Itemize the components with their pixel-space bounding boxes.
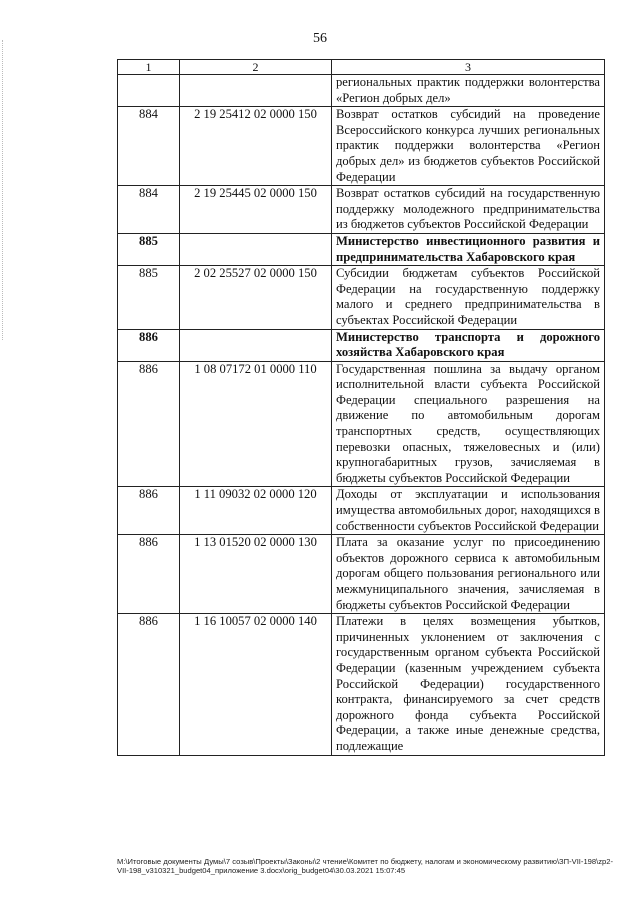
revenue-code-cell (180, 75, 332, 107)
revenue-name-cell: региональных практик поддержки волонтерства «Регион добрых дел» (332, 75, 605, 107)
admin-code-cell: 886 (118, 361, 180, 487)
table-row-section-heading (118, 329, 605, 361)
admin-code-cell: 884 (118, 186, 180, 234)
header-col-2: 2 (180, 60, 332, 75)
table-row (118, 266, 605, 329)
admin-code-cell: 886 (118, 487, 180, 535)
binding-margin-line (2, 40, 3, 340)
revenue-code-cell: 2 19 25445 02 0000 150 (180, 186, 332, 234)
revenue-name-cell: Министерство инвестиционного развития и предпринимательства Хабаровского края (332, 233, 605, 265)
table-row (118, 614, 605, 755)
revenue-code-cell: 1 08 07172 01 0000 110 (180, 361, 332, 487)
revenue-codes-table (117, 59, 605, 756)
admin-code-cell: 886 (118, 329, 180, 361)
revenue-name-cell: Государственная пошлина за выдачу органом исполнительной власти субъекта Российской Федерации специального разрешения на движение по автомобильным дорогам транспортных средств, осуществляющих перевозки опасных, тяжеловесных и (или) крупногабаритных грузов, зачисляемая в бюджеты субъектов Российской Федерации (332, 361, 605, 487)
table-row (118, 107, 605, 186)
file-path-footer: M:\Итоговые документы Думы\7 созыв\Проекты\Законы\2 чтение\Комитет по бюджету, налогам и экономическому развитию\ЗП-VII-198\zp2-VII-198_v310321_budget04_приложение 3.docx\orig_budget04\30.03.2021 15:07:45 (117, 857, 613, 875)
table-row (118, 75, 605, 107)
admin-code-cell: 884 (118, 107, 180, 186)
admin-code-cell: 885 (118, 266, 180, 329)
revenue-code-cell: 1 13 01520 02 0000 130 (180, 535, 332, 614)
table-row (118, 361, 605, 487)
revenue-name-cell: Министерство транспорта и дорожного хозяйства Хабаровского края (332, 329, 605, 361)
admin-code-cell: 885 (118, 233, 180, 265)
revenue-name-cell: Доходы от эксплуатации и использования имущества автомобильных дорог, находящихся в собственности субъектов Российской Федерации (332, 487, 605, 535)
revenue-name-cell: Платежи в целях возмещения убытков, причиненных уклонением от заключения с государственным органом субъекта Российской Федерации (казенным учреждением субъекта Российской Федерации) государственного контракта, финансируемого за счет средств дорожного фонда субъекта Российской Федерации, а также иные денежные средства, подлежащие (332, 614, 605, 755)
revenue-code-cell: 2 02 25527 02 0000 150 (180, 266, 332, 329)
table-row (118, 487, 605, 535)
admin-code-cell: 886 (118, 535, 180, 614)
revenue-name-cell: Плата за оказание услуг по присоединению объектов дорожного сервиса к автомобильным дорогам общего пользования регионального или межмуниципального значения, зачисляемая в бюджеты субъектов Российской Федерации (332, 535, 605, 614)
revenue-name-cell: Возврат остатков субсидий на государственную поддержку молодежного предпринимательства из бюджетов субъектов Российской Федерации (332, 186, 605, 234)
revenue-code-cell: 1 11 09032 02 0000 120 (180, 487, 332, 535)
table-header-row (118, 60, 605, 75)
page-number: 56 (313, 31, 327, 46)
revenue-code-cell: 2 19 25412 02 0000 150 (180, 107, 332, 186)
admin-code-cell (118, 75, 180, 107)
header-col-1: 1 (118, 60, 180, 75)
revenue-name-cell: Субсидии бюджетам субъектов Российской Федерации на государственную поддержку малого и среднего предпринимательства в субъектах Российской Федерации (332, 266, 605, 329)
revenue-code-cell (180, 329, 332, 361)
revenue-code-cell (180, 233, 332, 265)
revenue-name-cell: Возврат остатков субсидий на проведение Всероссийского конкурса лучших региональных практик поддержки волонтерства «Регион добрых дел» из бюджетов субъектов Российской Федерации (332, 107, 605, 186)
table-row (118, 186, 605, 234)
table-row-section-heading (118, 233, 605, 265)
admin-code-cell: 886 (118, 614, 180, 755)
header-col-3: 3 (332, 60, 605, 75)
revenue-code-cell: 1 16 10057 02 0000 140 (180, 614, 332, 755)
table-row (118, 535, 605, 614)
